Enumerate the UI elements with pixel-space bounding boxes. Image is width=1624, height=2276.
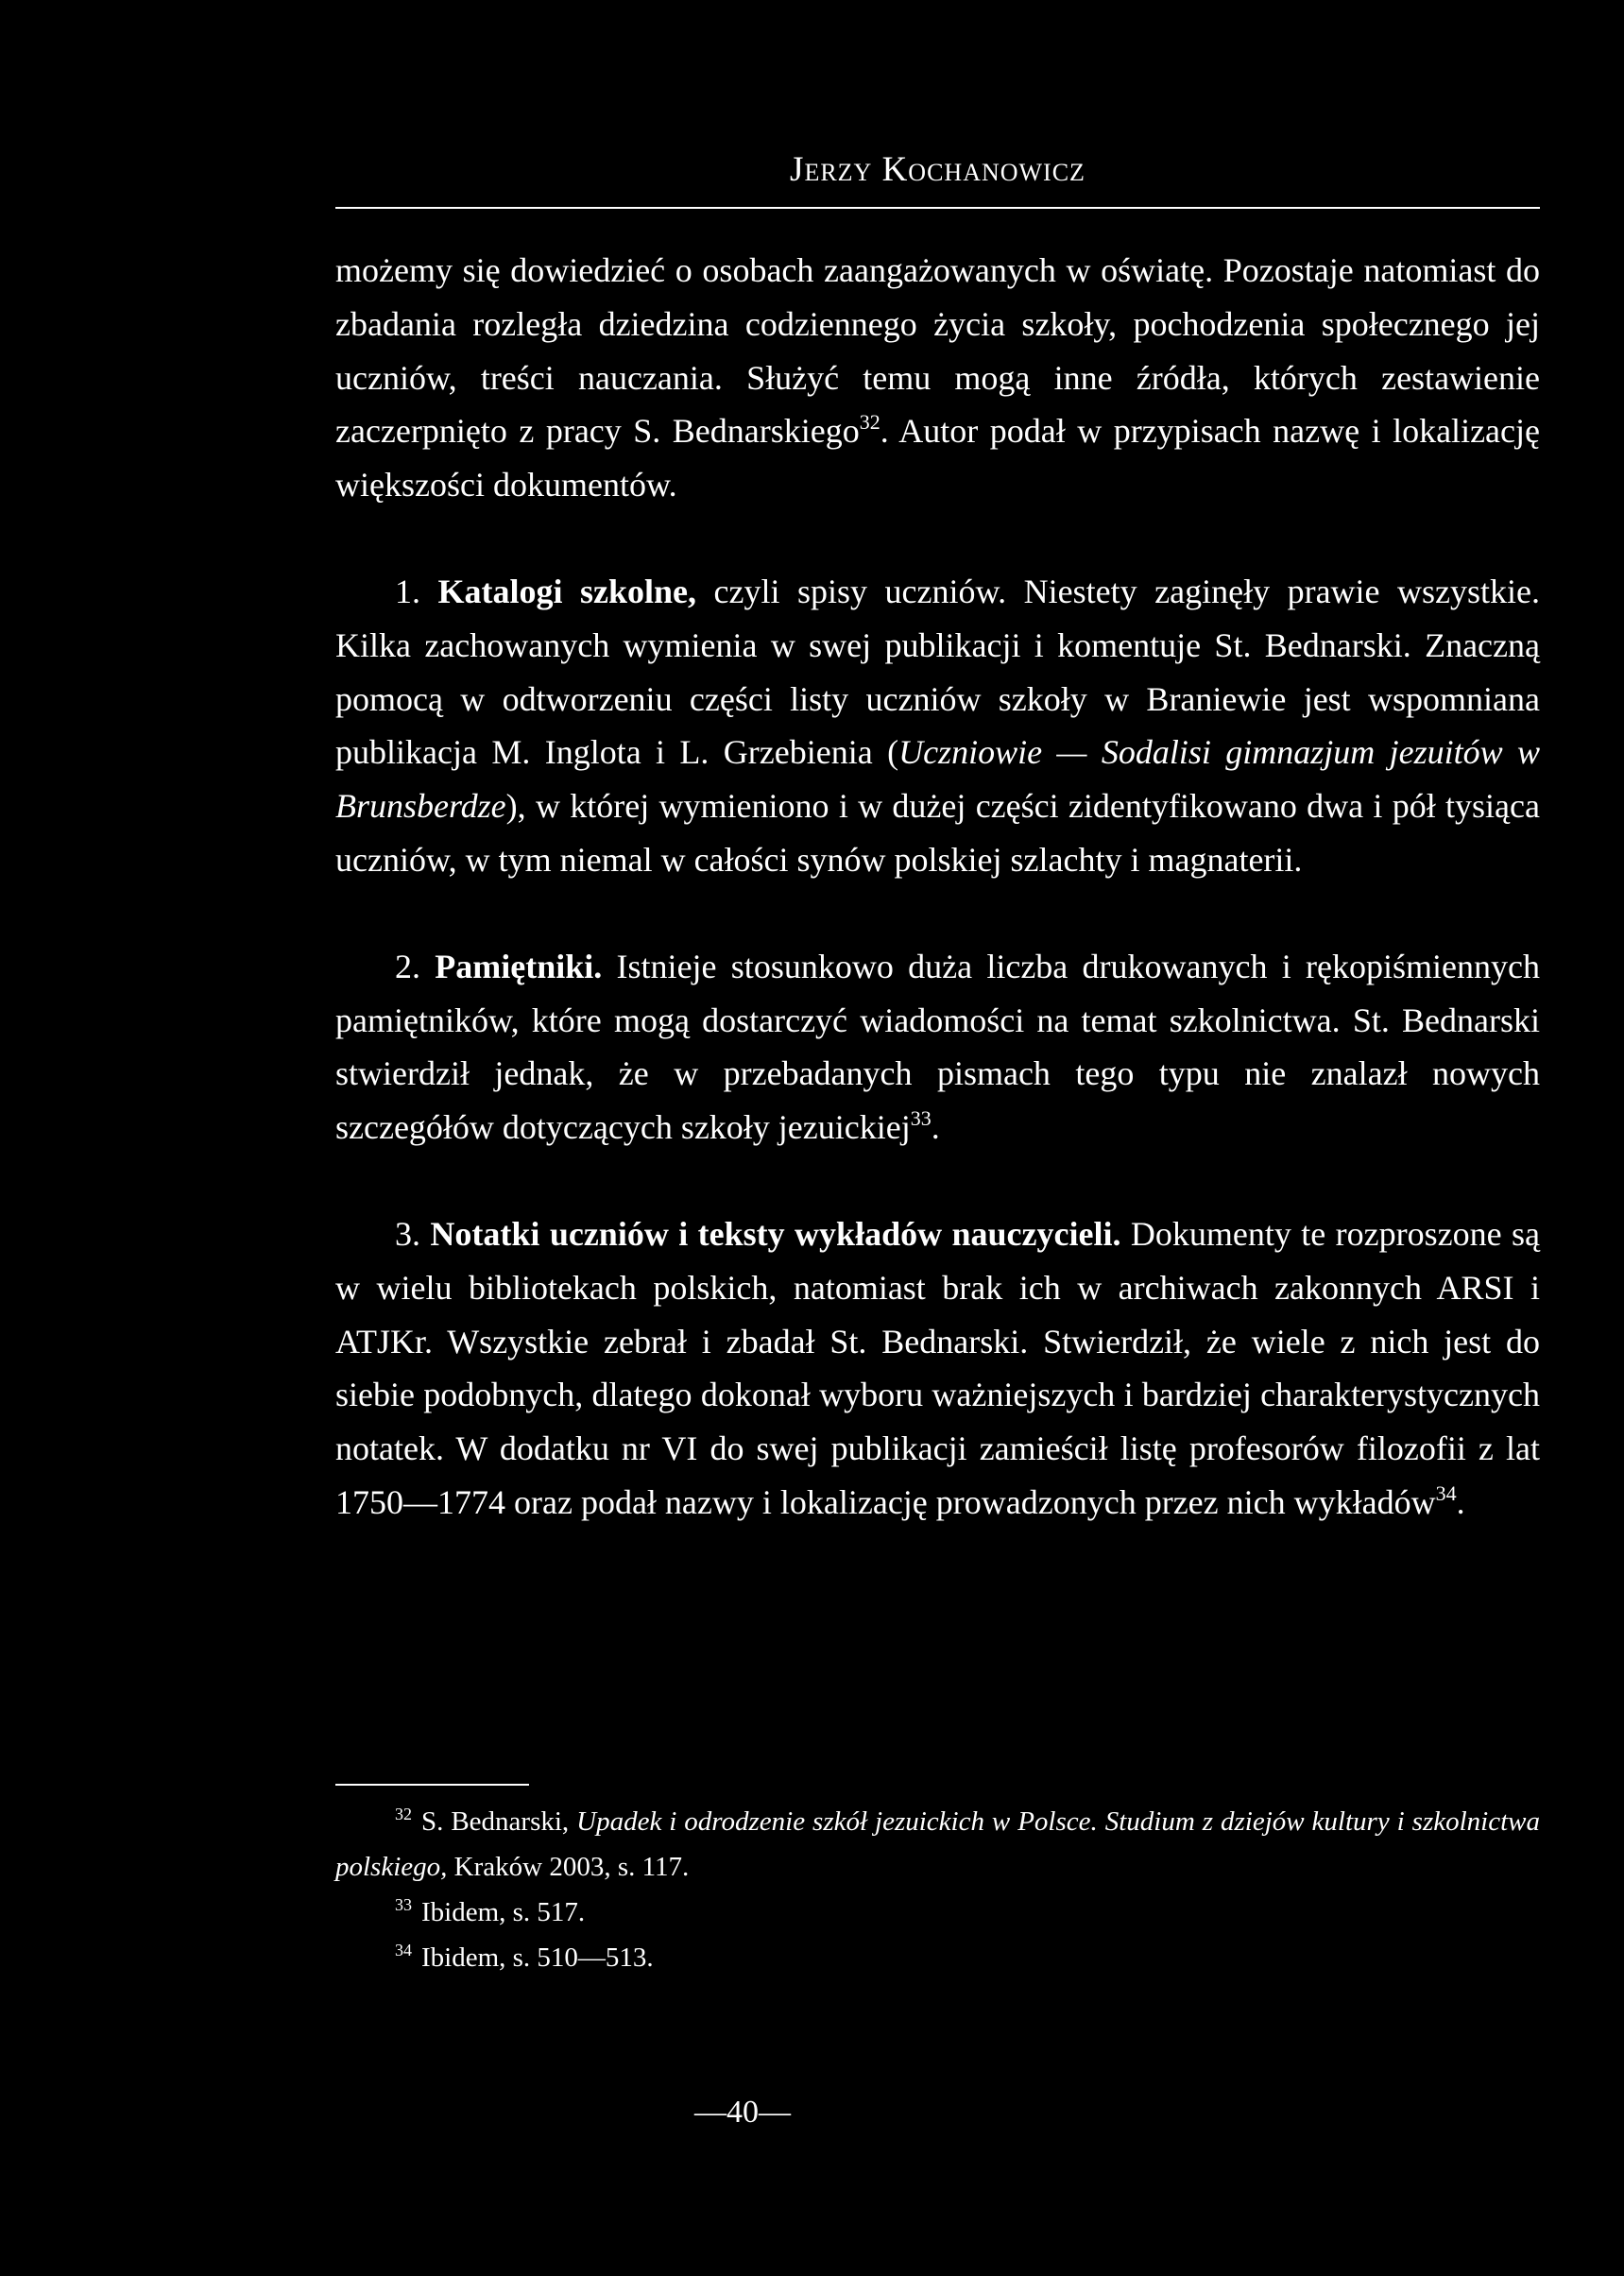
footnote-cited-title: Upadek i odrodzenie szkół jezuickich w Polsce. Studium z dziejów kultury i szkolnictwa polskiego, [335, 1806, 1540, 1882]
item-heading: Notatki uczniów i teksty wykładów nauczycieli. [430, 1214, 1121, 1253]
page-number: —40— [694, 2095, 791, 2130]
paragraph-intro [335, 244, 1540, 512]
footnote-ref-32: 32 [859, 410, 880, 435]
paragraph-text: możemy się dowiedzieć o osobach zaangażowanych w oświatę. Pozostaje natomiast do zbadania rozległa dziedzina codziennego życia szkoły, pochodzenia społecznego jej uczniów, treści nauczania. Służyć temu mogą inne źródła, których zestawienie zaczerpnięto z pracy S. Bednarskiego [335, 251, 1540, 451]
footnote-text: S. Bednarski, [421, 1806, 577, 1837]
paragraph-text-end: ), w której wymieniono i w dużej części zidentyfikowano dwa i pół tysiąca uczniów, w tym niemal w całości synów polskiej szlachty i magnaterii. [335, 787, 1540, 879]
footnote-text: Ibidem, s. 517. [421, 1897, 586, 1927]
footnote-separator-rule-main [335, 1784, 529, 1786]
footnotes [335, 1799, 1540, 1980]
footnote-ref-34: 34 [1435, 1480, 1457, 1505]
running-head-author: Jerzy Kochanowicz [790, 150, 1086, 189]
paragraph-student-notes [335, 1207, 1540, 1530]
cited-title: Uczniowie — Sodalisi gimnazjum jezuitów w Brunsberdze [335, 733, 1540, 826]
main-text [335, 244, 1540, 1530]
paragraph-text-end: . [931, 1108, 940, 1147]
paragraph-school-catalogs [335, 565, 1540, 887]
footnote-33 [335, 1890, 1540, 1935]
paragraph-text-end: . Autor podał w przypisach nazwę i lokalizację większości dokumentów. [335, 412, 1540, 505]
paragraph-text: czyli spisy uczniów. Niestety zaginęły prawie wszystkie. Kilka zachowanych wymienia w swej publikacji i komentuje St. Bednarski. Znaczną pomocą w odtworzeniu części listy uczniów szkoły w Braniewie jest wspomniana publikacja M. Inglota i L. Grzebienia ( [335, 572, 1541, 772]
item-number: 3. [395, 1214, 431, 1253]
footnote-32 [335, 1799, 1540, 1890]
footnote-area [335, 1784, 1540, 1980]
paragraph-text: Istnieje stosunkowo duża liczba drukowanych i rękopiśmiennych pamiętników, które mogą dostarczyć wiadomości na temat szkolnictwa. St. Bednarski stwierdził jednak, że w przebadanych pismach tego typu nie znalazł nowych szczegółów dotyczących szkoły jezuickiej [335, 947, 1540, 1147]
item-number: 1. [395, 572, 438, 610]
item-heading: Pamiętniki. [435, 947, 603, 985]
item-heading: Katalogi szkolne, [437, 572, 697, 610]
footnote-number: 32 [395, 1805, 412, 1823]
footnote-number: 33 [395, 1895, 412, 1914]
paragraph-text: Dokumenty te rozproszone są w wielu bibliotekach polskich, natomiast brak ich w archiwach zakonnych ARSI i ATJKr. Wszystkie zebrał i zbadał St. Bednarski. Stwierdził, że wiele z nich jest do siebie podobnych, dlatego dokonał wyboru ważniejszych i bardziej charakterystycznych notatek. W dodatku nr VI do swej publikacji zamieścił listę profesorów filozofii z lat 1750—1774 oraz podał nazwy i lokalizację prowadzonych przez nich wykładów [335, 1214, 1541, 1521]
footnote-number: 34 [395, 1941, 412, 1959]
item-number: 2. [395, 947, 436, 985]
footnote-34 [335, 1935, 1540, 1980]
paragraph-text-end: . [1456, 1482, 1465, 1521]
footnote-ref-33: 33 [910, 1106, 932, 1131]
footnote-text-end: Kraków 2003, s. 117. [447, 1852, 690, 1882]
footnote-text: Ibidem, s. 510—513. [421, 1942, 654, 1973]
paragraph-memoirs [335, 940, 1540, 1155]
header-rule [335, 207, 1540, 209]
